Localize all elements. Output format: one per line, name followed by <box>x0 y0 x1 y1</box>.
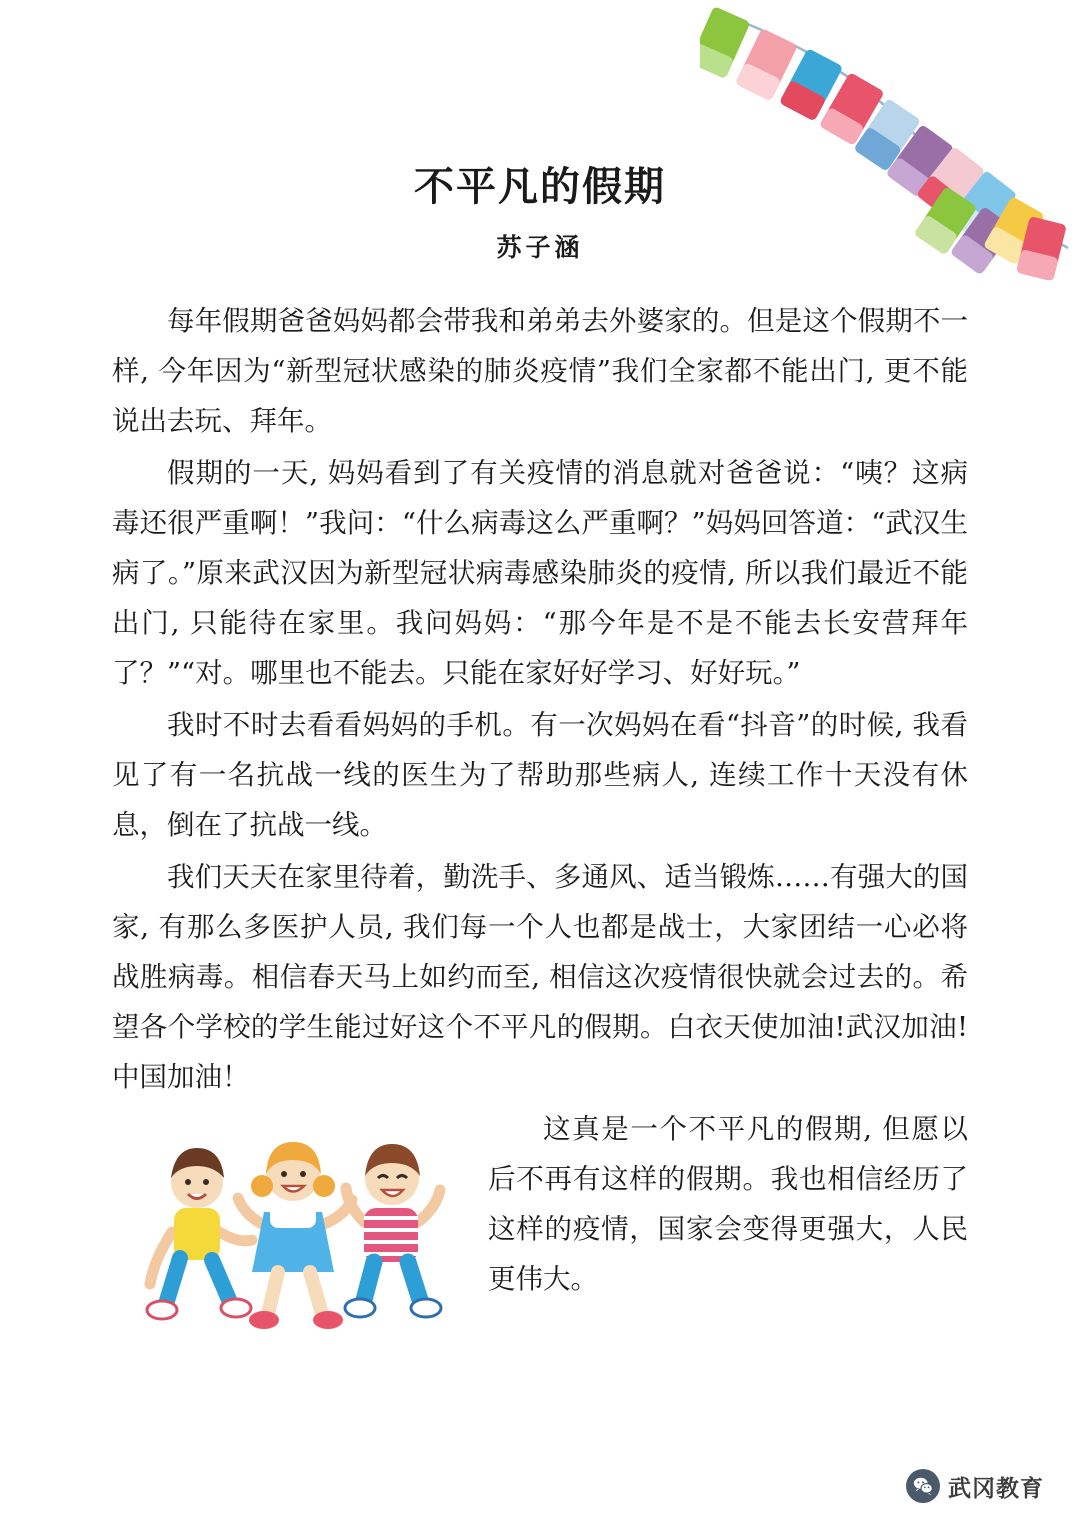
article-body <box>112 296 968 1362</box>
author-name: 苏子涵 <box>496 233 584 262</box>
footer-brand <box>906 1469 1044 1503</box>
paragraph: 我时不时去看看妈妈的手机。有一次妈妈在看“抖音”的时候, 我看见了有一名抗战一线的医生为了帮助那些病人, 连续工作十天没有休息，倒在了抗战一线。 <box>112 709 968 841</box>
paragraph: 每年假期爸爸妈妈都会带我和弟弟去外婆家的。但是这个假期不一样, 今年因为“新型冠状感染的肺炎疫情”我们全家都不能出门, 更不能说出去玩、拜年。 <box>112 305 968 437</box>
three-children-jumping-illustration <box>112 1112 472 1362</box>
paragraph: 假期的一天, 妈妈看到了有关疫情的消息就对爸爸说：“咦？这病毒还很严重啊！”我问：“什么病毒这么严重啊？”妈妈回答道：“武汉生病了。”原来武汉因为新型冠状病毒感染肺炎的疫情, 所以我们最近不能出门, 只能待在家里。我问妈妈：“那今年是不是不能去长安营拜年了？”“对。哪里也不能去。只能在家好好学习、好好玩。” <box>112 457 968 689</box>
wechat-icon <box>906 1469 940 1503</box>
paragraph: 这真是一个不平凡的假期, 但愿以后不再有这样的假期。我也相信经历了这样的疫情，国家会变得更强大，人民更伟大。 <box>488 1113 968 1295</box>
brand-label: 武冈教育 <box>948 1474 1044 1502</box>
page-title: 不平凡的假期 <box>414 162 666 210</box>
paragraph: 我们天天在家里待着，勤洗手、多通风、适当锻炼……有强大的国家, 有那么多医护人员, 我们每一个人也都是战士，大家团结一心必将战胜病毒。相信春天马上如约而至, 相信这次疫情很快就会过去的。希望各个学校的学生能过好这个不平凡的假期。白衣天使加油!武汉加油!中国加油！ <box>112 861 968 1093</box>
